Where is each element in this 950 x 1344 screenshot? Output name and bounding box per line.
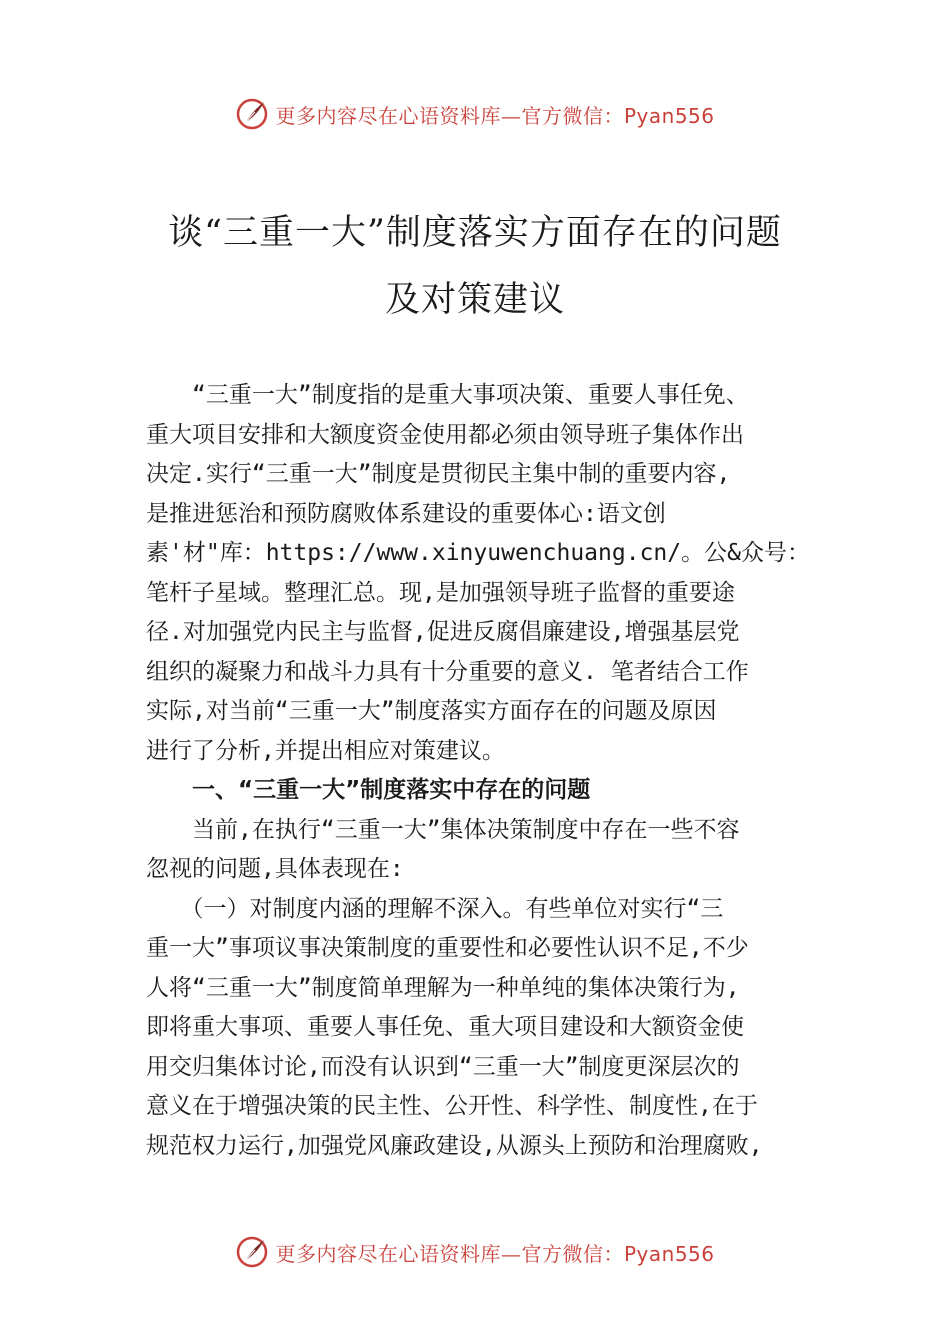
body-line: 意义在于增强决策的民主性、公开性、科学性、制度性,在于 [146, 1093, 758, 1119]
body-line: 当前,在执行“三重一大”集体决策制度中存在一些不容 [146, 816, 740, 843]
body-line: 人将“三重一大”制度简单理解为一种单纯的集体决策行为, [146, 974, 740, 1001]
feather-pen-logo [235, 97, 269, 131]
header-banner-text: 更多内容尽在心语资料库—官方微信：Pyan556 [275, 103, 715, 128]
header-wechat-handle: Pyan556 [623, 103, 715, 128]
body-line: 重一大”事项议事决策制度的重要性和必要性认识不足,不少 [146, 935, 749, 961]
body-line: 重大项目安排和大额度资金使用都必须由领导班子集体作出 [146, 421, 744, 448]
header-banner [0, 94, 950, 134]
body-line: “三重一大”制度指的是重大事项决策、重要人事任免、 [146, 382, 749, 408]
footer-banner-text: 更多内容尽在心语资料库—官方微信：Pyan556 [275, 1241, 715, 1266]
body-line: 径.对加强党内民主与监督,促进反腐倡廉建设,增强基层党 [146, 619, 740, 645]
body-line: 组织的凝聚力和战斗力具有十分重要的意义. 笔者结合工作 [146, 658, 749, 685]
document-title-line-2: 及对策建议 [384, 280, 565, 320]
body-line: 规范权力运行,加强党风廉政建设,从源头上预防和治理腐败, [146, 1132, 763, 1159]
footer-banner [0, 1232, 950, 1272]
section-heading: 一、“三重一大”制度落实中存在的问题 [192, 777, 591, 803]
body-line: 实际,对当前“三重一大”制度落实方面存在的问题及原因 [146, 698, 717, 724]
body-line: 决定.实行“三重一大”制度是贯彻民主集中制的重要内容, [146, 461, 731, 487]
feather-pen-logo [235, 1235, 269, 1269]
body-line: 素'材"库：https://www.xinyuwenchuang.cn/。公&众号： [146, 540, 810, 566]
body-line: 笔杆子星域。整理汇总。现,是加强领导班子监督的重要途 [146, 579, 735, 606]
body-line: （一）对制度内涵的理解不深入。有些单位对实行“三 [146, 895, 724, 922]
body-line: 是推进惩治和预防腐败体系建设的重要体心:语文创 [146, 500, 666, 527]
footer-wechat-handle: Pyan556 [623, 1241, 715, 1266]
body-line: 忽视的问题,具体表现在: [146, 856, 404, 882]
body-line: 即将重大事项、重要人事任免、重大项目建设和大额资金使 [146, 1014, 744, 1040]
document-body [146, 376, 836, 1166]
body-line: 用交归集体讨论,而没有认识到“三重一大”制度更深层次的 [146, 1053, 740, 1080]
document-title-line-1: 谈“三重一大”制度落实方面存在的问题 [168, 213, 782, 253]
body-line: 进行了分析,并提出相应对策建议。 [146, 737, 505, 764]
